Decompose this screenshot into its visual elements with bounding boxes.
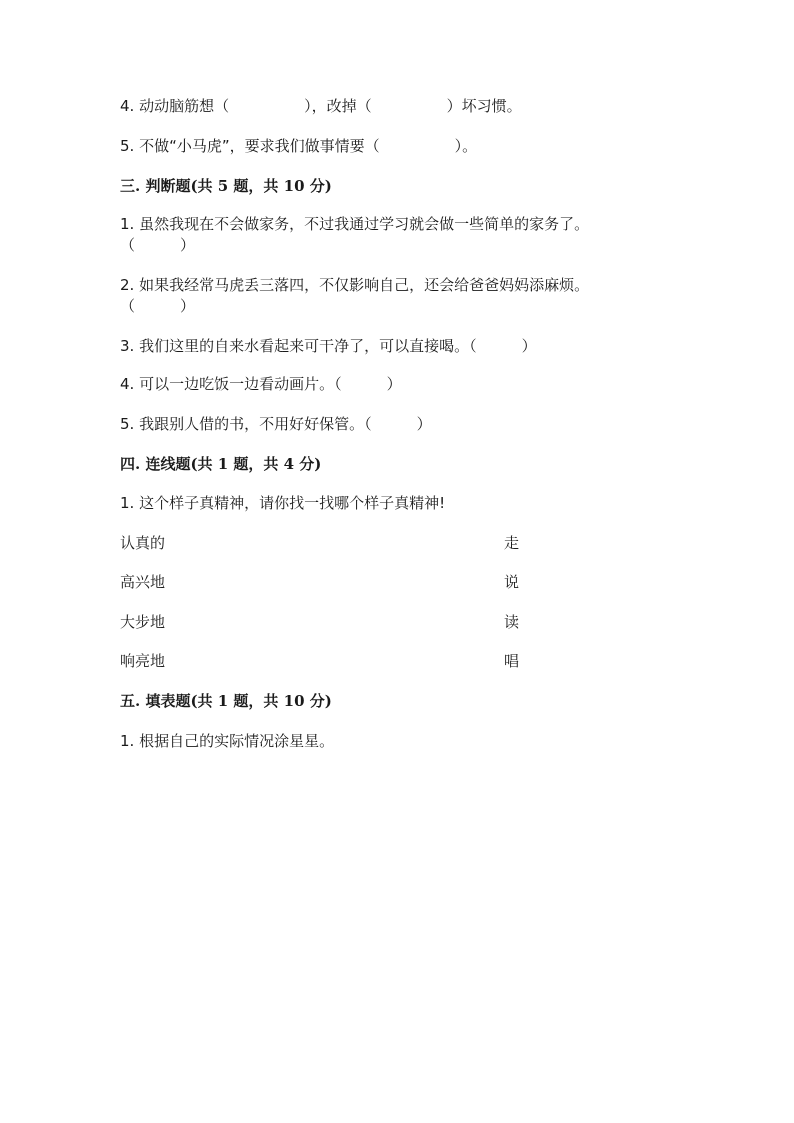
table-section-heading: 五. 填表题(共 1 题，共 10 分) — [120, 692, 332, 710]
matching-left-item: 认真的 — [120, 534, 166, 552]
table-question-1: 1. 根据自己的实际情况涂星星。 — [120, 732, 335, 750]
judge-question-2: 2. 如果我经常马虎丢三落四，不仅影响自己，还会给爸爸妈妈添麻烦。 — [120, 276, 590, 294]
matching-left-item: 响亮地 — [120, 652, 166, 670]
matching-right-item: 走 — [504, 534, 520, 552]
matching-section-heading: 四. 连线题(共 1 题，共 4 分) — [120, 455, 322, 473]
matching-right-item: 说 — [504, 573, 520, 591]
fill-in-question-5: 5. 不做“小马虎”，要求我们做事情要（ ）。 — [120, 137, 478, 155]
judge-question-1-answer: （ ） — [120, 236, 196, 254]
matching-question-1: 1. 这个样子真精神，请你找一找哪个样子真精神! — [120, 494, 446, 512]
matching-right-item: 读 — [504, 613, 520, 631]
judge-question-4: 4. 可以一边吃饭一边看动画片。（ ） — [120, 375, 402, 393]
judge-question-3: 3. 我们这里的自来水看起来可干净了，可以直接喝。（ ） — [120, 337, 537, 355]
matching-left-item: 高兴地 — [120, 573, 166, 591]
matching-left-item: 大步地 — [120, 613, 166, 631]
judge-question-5: 5. 我跟别人借的书，不用好好保管。（ ） — [120, 415, 432, 433]
fill-in-question-4: 4. 动动脑筋想（ ），改掉（ ）坏习惯。 — [120, 97, 522, 115]
matching-right-item: 唱 — [504, 652, 520, 670]
judge-question-1: 1. 虽然我现在不会做家务，不过我通过学习就会做一些简单的家务了。 — [120, 215, 590, 233]
judge-section-heading: 三. 判断题(共 5 题，共 10 分) — [120, 177, 332, 195]
judge-question-2-answer: （ ） — [120, 297, 196, 315]
